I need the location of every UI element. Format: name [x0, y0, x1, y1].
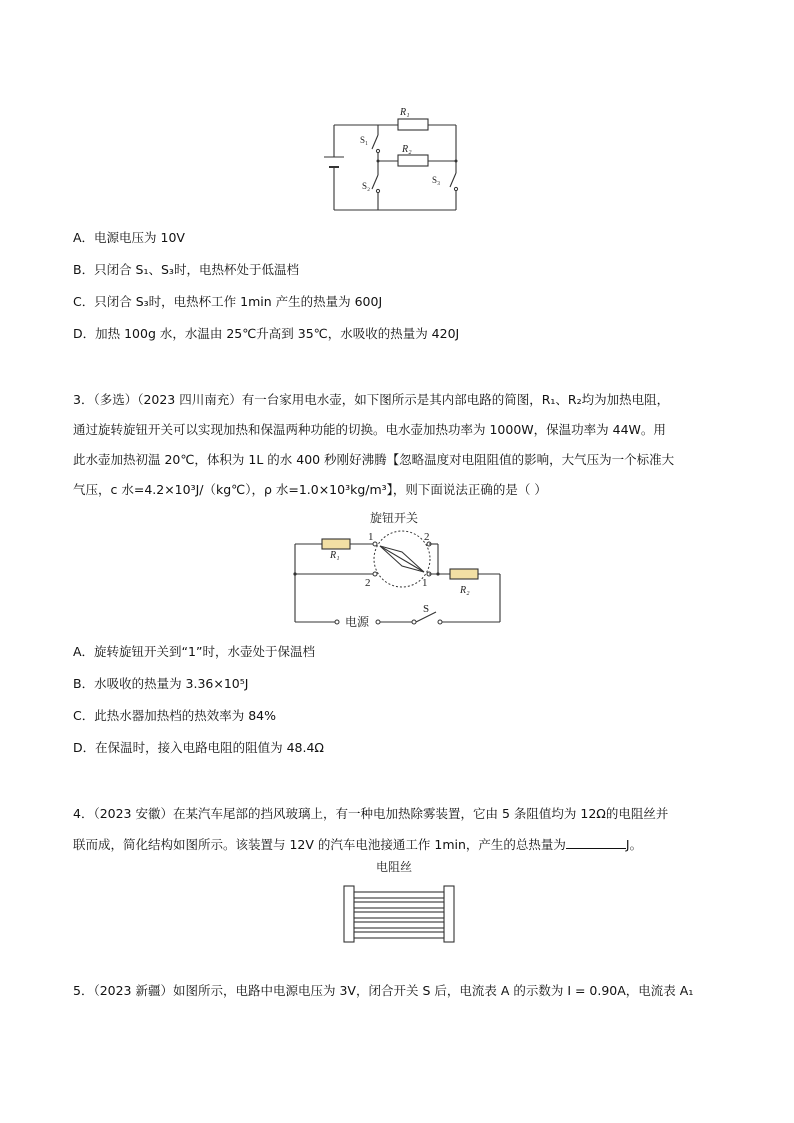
resistor-r1	[398, 119, 428, 130]
resistor-r2	[450, 569, 478, 579]
q2-option-c: C．只闭合 S₃时，电热杯工作 1min 产生的热量为 600J	[73, 294, 383, 309]
resistance-wire-1	[354, 892, 444, 898]
label-r2: R₂	[402, 144, 412, 155]
label-r2: R₂	[460, 585, 470, 596]
resistance-wire-2	[354, 902, 444, 908]
q4-line-2-text: 联而成，简化结构如图所示。该装置与 12V 的汽车电池接通工作 1min，产生的总热量为	[73, 837, 566, 852]
q2-option-d: D．加热 100g 水，水温由 25℃升高到 35℃，水吸收的热量为 420J	[73, 326, 460, 341]
right-busbar	[444, 886, 454, 942]
label-s1: S₁	[360, 135, 369, 145]
q5-line-1: 5．（2023 新疆）如图所示，电路中电源电压为 3V，闭合开关 S 后，电流表 A 的示数为 I = 0.90A，电流表 A₁	[73, 983, 694, 998]
label-power-source: 电源	[345, 615, 370, 629]
terminal-2-bottom: 2	[365, 577, 371, 589]
label-s2: S₂	[362, 181, 371, 191]
resistor-r2	[398, 155, 428, 166]
terminal-2-top: 2	[424, 531, 430, 543]
q3-line-2: 通过旋转旋钮开关可以实现加热和保温两种功能的切换。电水壶加热功率为 1000W，保温功率为 44W。用	[73, 422, 666, 437]
label-heating-wire: 电阻丝	[376, 860, 413, 874]
label-s3: S₃	[432, 175, 441, 185]
q4-line-2-unit: J。	[625, 837, 643, 852]
q4-line-1: 4．（2023 安徽）在某汽车尾部的挡风玻璃上，有一种电加热除雾装置，它由 5 条阻值均为 12Ω的电阻丝并	[73, 806, 669, 821]
q3-option-d: D．在保温时，接入电路电阻的阻值为 48.4Ω	[73, 740, 324, 755]
q3-line-3: 此水壶加热初温 20℃，体积为 1L 的水 400 秒刚好沸腾【忽略温度对电阻阻值的影响，大气压为一个标准大	[73, 452, 675, 467]
label-switch-s: S	[423, 603, 430, 615]
answer-blank[interactable]	[566, 836, 626, 849]
circuit-diagram-2	[290, 508, 510, 633]
q3-line-1: 3．（多选）（2023 四川南充）有一台家用电水壶，如下图所示是其内部电路的简图，R₁、R₂均为加热电阻，	[73, 392, 670, 407]
q3-option-b: B．水吸收的热量为 3.36×10⁵J	[73, 676, 249, 691]
resistance-wire-3	[354, 912, 444, 918]
circuit-diagram-1	[320, 95, 470, 215]
label-r1: R₁	[330, 550, 340, 561]
terminal-1-bottom: 1	[422, 577, 428, 589]
q3-option-c: C．此热水器加热档的热效率为 84%	[73, 708, 276, 723]
label-r1: R₁	[400, 107, 410, 118]
resistance-wire-4	[354, 922, 444, 928]
terminal-1-top: 1	[368, 531, 374, 543]
resistance-wire-5	[354, 932, 444, 938]
label-rotary-switch: 旋钮开关	[370, 511, 419, 525]
heating-wire-diagram	[340, 858, 460, 948]
q4-line-2	[73, 836, 642, 853]
resistor-r1	[322, 539, 350, 549]
q2-option-a: A．电源电压为 10V	[73, 230, 185, 245]
q3-option-a: A．旋转旋钮开关到“1”时，水壶处于保温档	[73, 644, 315, 659]
left-busbar	[344, 886, 354, 942]
q2-option-b: B．只闭合 S₁、S₃时，电热杯处于低温档	[73, 262, 299, 277]
q3-line-4: 气压，c 水=4.2×10³J/（kg℃），ρ 水=1.0×10³kg/m³】，则下面说法正确的是（ ）	[73, 482, 547, 497]
